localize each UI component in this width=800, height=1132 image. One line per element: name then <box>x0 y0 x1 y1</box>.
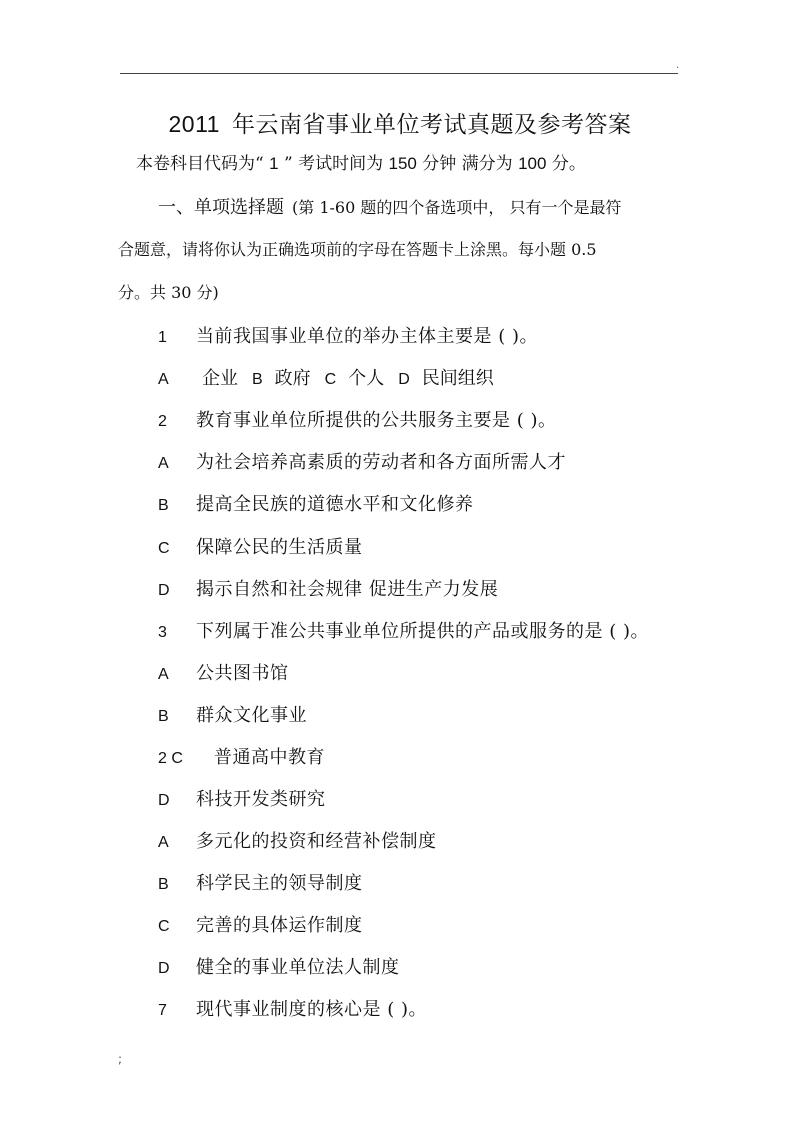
item-text: 科技开发类研究 <box>196 789 326 810</box>
item-label: D <box>158 582 170 599</box>
section-heading-line <box>118 193 688 219</box>
section-note-3: 分。共 30 分) <box>118 283 219 302</box>
item-text: 群众文化事业 <box>196 705 307 726</box>
item-text: 科学民主的领导制度 <box>196 873 363 894</box>
option-text: 政府 <box>274 368 311 389</box>
item-label: D <box>158 792 170 809</box>
exam-info-a: 本卷科目代码为“ <box>136 154 264 174</box>
header-corner-mark: . <box>676 60 680 71</box>
exam-info <box>136 149 586 174</box>
item-text: 多元化的投资和经营补偿制度 <box>196 831 437 852</box>
list-item <box>118 743 688 769</box>
list-item <box>118 575 688 601</box>
item-text: 揭示自然和社会规律 促进生产力发展 <box>196 579 499 600</box>
exam-score: 100 <box>518 154 547 173</box>
header-rule <box>120 73 678 74</box>
question-number: 1 <box>158 329 167 346</box>
subject-code: 1 <box>269 154 279 173</box>
item-label: A <box>158 666 169 683</box>
question-text: 当前我国事业单位的举办主体主要是 ( )。 <box>196 326 538 347</box>
footer-mark: ; <box>118 1052 123 1066</box>
section-heading: 一、单项选择题 <box>158 197 284 218</box>
exam-info-d: 分。 <box>551 154 586 174</box>
option-label: A <box>158 371 169 388</box>
item-label: C <box>158 918 170 935</box>
item-label: 7 <box>158 1002 167 1019</box>
list-item <box>118 406 688 432</box>
list-item <box>118 701 688 727</box>
question-1 <box>118 322 688 348</box>
list-item <box>118 785 688 811</box>
section-note-2: 合题意，请将你认为正确选项前的字母在答题卡上涂黑。每小题 0.5 <box>118 240 597 259</box>
item-label: 2 <box>158 413 167 430</box>
question-1-options <box>118 364 688 390</box>
item-text: 保障公民的生活质量 <box>196 537 363 558</box>
item-text: 健全的事业单位法人制度 <box>196 957 400 978</box>
item-label: B <box>158 708 169 725</box>
option-text: 民间组织 <box>421 368 494 389</box>
section-note-line-2 <box>118 237 688 260</box>
list-item <box>118 995 688 1021</box>
item-text: 普通高中教育 <box>214 747 325 768</box>
exam-info-c: 分钟 满分为 <box>422 154 513 174</box>
list-item <box>118 533 688 559</box>
title-year: 2011 <box>168 111 220 137</box>
item-text: 现代事业制度的核心是 ( )。 <box>196 999 427 1020</box>
exam-info-b: ” 考试时间为 <box>283 154 384 174</box>
list-item <box>118 953 688 979</box>
title-text: 年云南省事业单位考试真题及参考答案 <box>231 112 632 138</box>
item-label: B <box>158 497 169 514</box>
section-note-1: (第 1-60 题的四个备选项中， 只有一个是最符 <box>292 198 622 217</box>
list-item <box>118 448 688 474</box>
item-label: A <box>158 455 169 472</box>
item-text: 下列属于准公共事业单位所提供的产品或服务的是 ( )。 <box>196 621 649 642</box>
item-label: A <box>158 834 169 851</box>
item-text: 为社会培养高素质的劳动者和各方面所需人才 <box>196 452 566 473</box>
option-label: C <box>324 371 337 388</box>
item-label: 3 <box>158 624 167 641</box>
list-item <box>118 490 688 516</box>
item-text: 完善的具体运作制度 <box>196 915 363 936</box>
list-item <box>118 659 688 685</box>
item-label: B <box>158 876 169 893</box>
option-text: 个人 <box>348 368 385 389</box>
item-label: C <box>158 540 170 557</box>
item-label: D <box>158 960 170 977</box>
item-label: 2 C <box>158 750 183 767</box>
page-title <box>0 106 800 139</box>
option-label: B <box>252 371 263 388</box>
list-item <box>118 869 688 895</box>
list-item <box>118 827 688 853</box>
item-text: 提高全民族的道德水平和文化修养 <box>196 494 474 515</box>
list-item <box>118 911 688 937</box>
option-text: 企业 <box>202 368 238 389</box>
list-item <box>118 617 688 643</box>
section-note-line-3 <box>118 280 688 303</box>
exam-time: 150 <box>388 154 417 173</box>
item-text: 教育事业单位所提供的公共服务主要是 ( )。 <box>196 410 557 431</box>
option-label: D <box>398 371 410 388</box>
item-text: 公共图书馆 <box>196 663 289 684</box>
